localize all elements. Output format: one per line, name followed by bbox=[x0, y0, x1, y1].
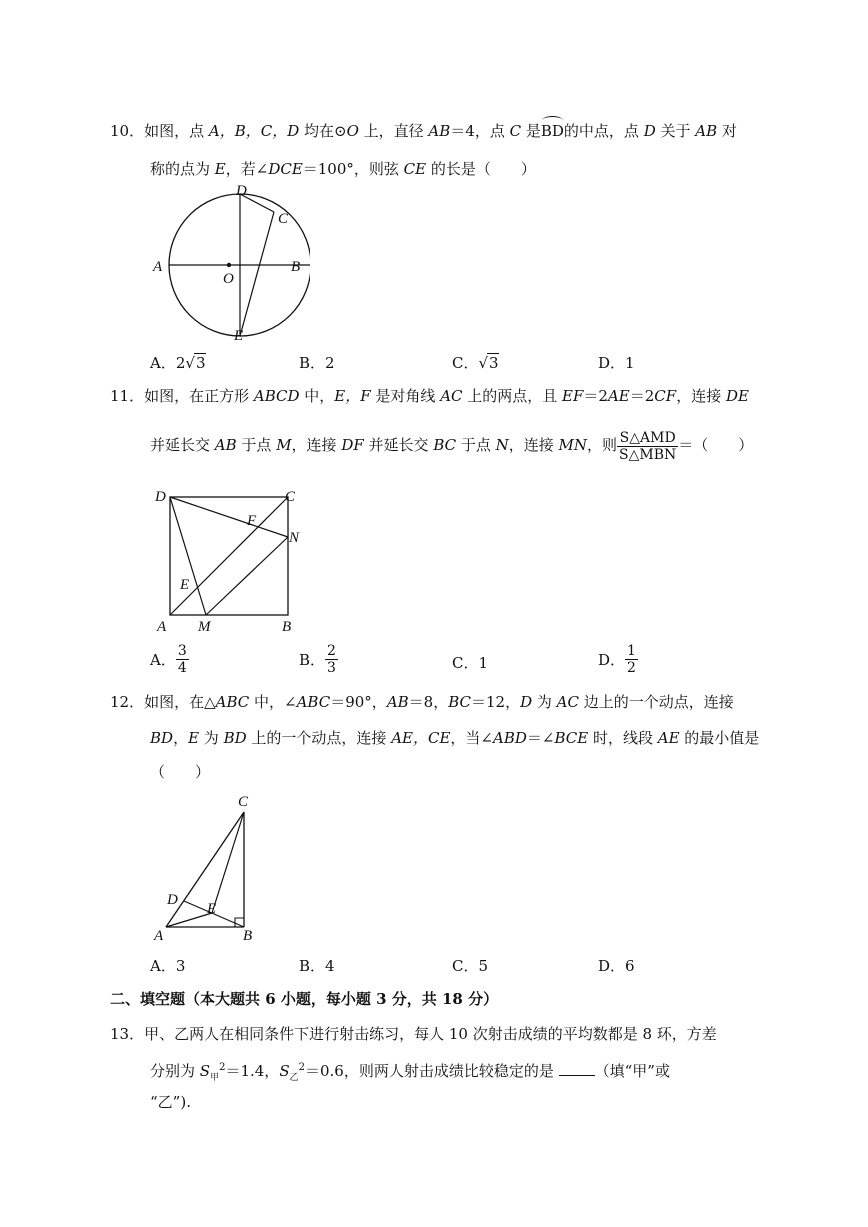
answer-blank[interactable] bbox=[559, 1061, 595, 1076]
area-ratio-fraction: $\frac{\text{S△AMD}}{\text{S△MBN}}$ bbox=[619, 429, 677, 463]
q12-label-c: C bbox=[238, 794, 249, 810]
q11-label-c: C bbox=[285, 489, 296, 505]
q10-option-d[interactable]: D．1 bbox=[598, 354, 635, 372]
q11-option-a[interactable]: A． $\frac{3}{4}$ bbox=[150, 643, 187, 676]
q10-option-b[interactable]: B．2 bbox=[299, 354, 335, 372]
q11-label-f: F bbox=[247, 513, 257, 529]
q10-line1: 10．如图，点 A，B，C，D 均在⊙O 上，直径 AB＝4，点 C 是BD的中点，点 D 关于 AB 对 bbox=[110, 122, 737, 140]
q12-label-e: E bbox=[207, 901, 217, 917]
q10-label-b: B bbox=[291, 259, 301, 275]
q11-label-b: B bbox=[282, 619, 292, 635]
q13-line1: 13．甲、乙两人在相同条件下进行射击练习，每人 10 次射击成绩的平均数都是 8 环，方差 bbox=[110, 1025, 717, 1043]
q12-label-a: A bbox=[154, 928, 164, 944]
q12-triangle-figure bbox=[150, 790, 270, 950]
q10-option-c[interactable]: C．√3 bbox=[452, 354, 499, 372]
q11-option-d[interactable]: D． $\frac{1}{2}$ bbox=[598, 643, 636, 676]
q12-option-a[interactable]: A．3 bbox=[150, 957, 186, 975]
q10-label-a: A bbox=[153, 259, 163, 275]
q12-option-c[interactable]: C．5 bbox=[452, 957, 489, 975]
q11-option-c[interactable]: C．1 bbox=[452, 654, 489, 672]
q12-line3: （ ） bbox=[150, 763, 211, 781]
q11-option-b[interactable]: B． $\frac{2}{3}$ bbox=[299, 643, 336, 676]
q10-line2: 称的点为 E，若∠DCE＝100°，则弦 CE 的长是（ ） bbox=[150, 160, 536, 178]
q12-line2: BD，E 为 BD 上的一个动点，连接 AE，CE，当∠ABD＝∠BCE 时，线段 AE 的最小值是 bbox=[150, 729, 760, 747]
section-2-heading: 二、填空题（本大题共 6 小题，每小题 3 分，共 18 分） bbox=[110, 990, 499, 1008]
q10-label-e: E bbox=[234, 328, 244, 344]
q12-option-d[interactable]: D．6 bbox=[598, 957, 635, 975]
arc-bd: BD bbox=[540, 122, 564, 140]
q13-line3: “乙”). bbox=[150, 1093, 191, 1111]
q12-label-d: D bbox=[167, 892, 178, 908]
q10-option-a[interactable]: A．2√3 bbox=[150, 354, 206, 372]
q11-label-n: N bbox=[289, 530, 300, 546]
q12-option-b[interactable]: B．4 bbox=[299, 957, 335, 975]
q10-circle-figure bbox=[150, 185, 310, 345]
q11-label-d: D bbox=[155, 489, 166, 505]
q11-label-a: A bbox=[157, 619, 167, 635]
q11-line2: 并延长交 AB 于点 M，连接 DF 并延长交 BC 于点 N，连接 MN，则 $\frac{\text{S△AMD}}{\text{S△MBN}}$ ＝（ ） bbox=[150, 429, 754, 463]
q12-label-b: B bbox=[243, 928, 253, 944]
q11-square-figure bbox=[150, 485, 310, 635]
q13-line2: 分别为 $S_甲^2=1.4$，$S_乙^2=0.6$，则两人射击成绩比较稳定的是 （填“甲”或 bbox=[150, 1062, 670, 1083]
q11-line1: 11．如图，在正方形 ABCD 中，E，F 是对角线 AC 上的两点，且 EF＝2AE＝2CF，连接 DE bbox=[110, 387, 749, 405]
q11-label-m: M bbox=[198, 619, 211, 635]
q10-label-o: O bbox=[223, 271, 234, 287]
q12-line1: 12．如图，在△ABC 中，∠ABC＝90°，AB＝8，BC＝12，D 为 AC 边上的一个动点，连接 bbox=[110, 693, 734, 711]
q10-label-d: D bbox=[236, 185, 247, 199]
q11-label-e: E bbox=[180, 577, 190, 593]
q10-label-c: C bbox=[278, 211, 289, 227]
